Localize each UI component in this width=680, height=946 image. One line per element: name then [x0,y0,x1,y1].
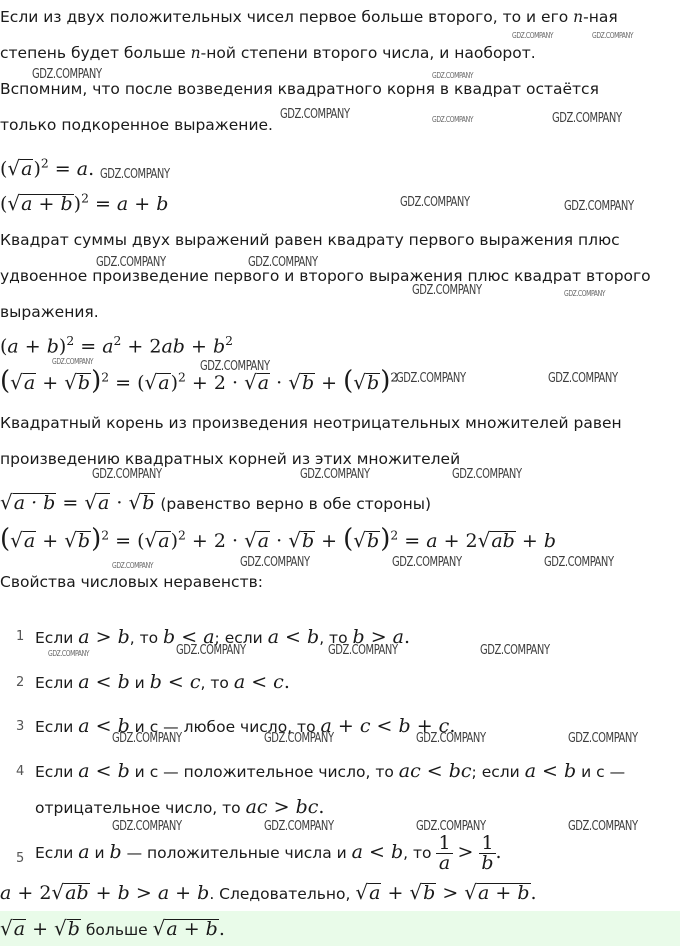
watermark: GDZ.COMPANY [392,555,462,570]
watermark: GDZ.COMPANY [96,255,166,270]
watermark: GDZ.COMPANY [416,731,486,746]
watermark: GDZ.COMPANY [564,289,606,298]
watermark: GDZ.COMPANY [552,111,622,126]
list-item-text: Если a > b, то b < a; если a < b, то b > a. [35,626,411,648]
paragraph-1-line-1 [0,8,618,26]
answer-line: √a + √b больше √a + b. [0,916,225,940]
text: и [581,763,592,781]
watermark: GDZ.COMPANY [432,71,474,80]
paragraph-3-line-2: удвоенное произведение первого и второго выражения плюс квадрат второго [0,267,651,285]
watermark: GDZ.COMPANY [452,467,522,482]
watermark: GDZ.COMPANY [568,731,638,746]
paragraph-2-line-2: только подкоренное выражение. [0,116,273,134]
text: отрицательное число, то [35,799,241,817]
properties-title: Свойства числовых неравенств: [0,573,263,591]
list-item-text: Если a и b — положительные числа и a < b, то $\frac{1}{a}$ > $\frac{1}{b}$ . [35,832,502,874]
text: c [149,718,159,736]
text: c [149,763,159,781]
paragraph-4-line-2: произведению квадратных корней из этих множителей [0,450,461,468]
paragraph-3-line-3: выражения. [0,303,99,321]
watermark: GDZ.COMPANY [592,31,634,40]
watermark: GDZ.COMPANY [92,467,162,482]
watermark: GDZ.COMPANY [396,371,466,386]
list-number: 1 [16,629,25,644]
watermark: GDZ.COMPANY [32,67,102,82]
watermark: GDZ.COMPANY [264,819,334,834]
text: , то [129,629,159,647]
watermark: GDZ.COMPANY [48,649,90,658]
watermark: GDZ.COMPANY [412,283,482,298]
conclusion-line: a + 2√ab + b > a + b. Следовательно, √a + √b > √a + b. [0,880,537,904]
text: , то [403,844,432,862]
text: Если [35,674,74,692]
text: (равенство верно в обе стороны) [160,495,432,513]
text: и [134,674,145,692]
watermark: GDZ.COMPANY [512,31,554,40]
math-n: n [190,44,201,62]
text: степень будет больше [0,44,186,62]
formula-expansion-1: $(√a + √b)^2 = (√a)^2 + 2 \cdot √a \cdot √b + (√b)^2$ [0,366,399,396]
formula-square-of-sum: $(a + b)^2 = a^2 + 2ab + b^2$ [0,334,234,358]
text: — положительное число, то [163,763,394,781]
text: и [94,844,105,862]
watermark: GDZ.COMPANY [112,731,182,746]
text: -ная [583,8,618,26]
text: , то [319,629,348,647]
list-number: 5 [16,851,25,866]
text: Если из двух положительных чисел первое больше второго, то и его [0,8,569,26]
formula-sqrt-a-squared: $(√a)^2 = a$. [0,156,95,180]
text: Если [35,844,74,862]
math-n: n [573,8,584,26]
math-a: a [78,841,90,863]
watermark: GDZ.COMPANY [264,731,334,746]
math-b: b [109,841,122,863]
watermark: GDZ.COMPANY [280,107,350,122]
watermark: GDZ.COMPANY [544,555,614,570]
text: Если [35,763,74,781]
formula-sqrt-ab-squared: $(√a + b)^2 = a + b$ [0,191,169,215]
watermark: GDZ.COMPANY [240,555,310,570]
text: — любое число, то [163,718,316,736]
list-item-text: Если a < b и b < c, то a < c. [35,671,290,693]
text: — [609,763,626,781]
fraction-1-over-b: $\frac{1}{b}$ [481,832,494,874]
watermark: GDZ.COMPANY [432,115,474,124]
list-item-text-continued: отрицательное число, то ac > bc. [35,796,325,818]
watermark: GDZ.COMPANY [112,561,154,570]
text: больше [85,921,148,939]
text: и [134,763,145,781]
watermark: GDZ.COMPANY [176,643,246,658]
text: и [134,718,145,736]
paragraph-3-line-1: Квадрат суммы двух выражений равен квадрату первого выражения плюс [0,231,620,249]
text: ; если [471,763,520,781]
paragraph-4-line-1: Квадратный корень из произведения неотрицательных множителей равен [0,414,622,432]
list-number: 4 [16,764,25,779]
text: Если [35,629,74,647]
fraction-1-over-a: $\frac{1}{a}$ [438,832,451,874]
watermark: GDZ.COMPANY [52,357,94,366]
watermark: GDZ.COMPANY [300,467,370,482]
list-number: 3 [16,719,25,734]
text: . Следовательно, [209,885,351,903]
watermark: GDZ.COMPANY [480,643,550,658]
watermark: GDZ.COMPANY [200,359,270,374]
list-number: 2 [16,675,25,690]
formula-sqrt-product: √a · b = √a · √b (равенство верно в обе стороны) [0,490,432,514]
text: , то [200,674,229,692]
paragraph-2-line-1: Вспомним, что после возведения квадратного корня в квадрат остаётся [0,80,599,98]
paragraph-1-line-2 [0,44,536,62]
watermark: GDZ.COMPANY [548,371,618,386]
watermark: GDZ.COMPANY [100,167,170,182]
text: -ной степени второго числа, и наоборот. [200,44,536,62]
watermark: GDZ.COMPANY [112,819,182,834]
watermark: GDZ.COMPANY [564,199,634,214]
list-item-text: Если a < b и c — любое число, то a + c < b + c. [35,715,456,737]
watermark: GDZ.COMPANY [568,819,638,834]
text: ; если [214,629,263,647]
watermark: GDZ.COMPANY [248,255,318,270]
formula-expansion-2: $(√a + √b)^2 = (√a)^2 + 2 \cdot √a \cdot √b + (√b)^2 = a + 2√ab + b$ [0,524,557,554]
text: c [596,763,605,781]
watermark: GDZ.COMPANY [416,819,486,834]
watermark: GDZ.COMPANY [400,195,470,210]
list-item-text: Если a < b и c — положительное число, то ac < bc; если a < b и c — [35,760,626,782]
text: Если [35,718,74,736]
text: — положительные числа и [126,844,347,862]
watermark: GDZ.COMPANY [328,643,398,658]
